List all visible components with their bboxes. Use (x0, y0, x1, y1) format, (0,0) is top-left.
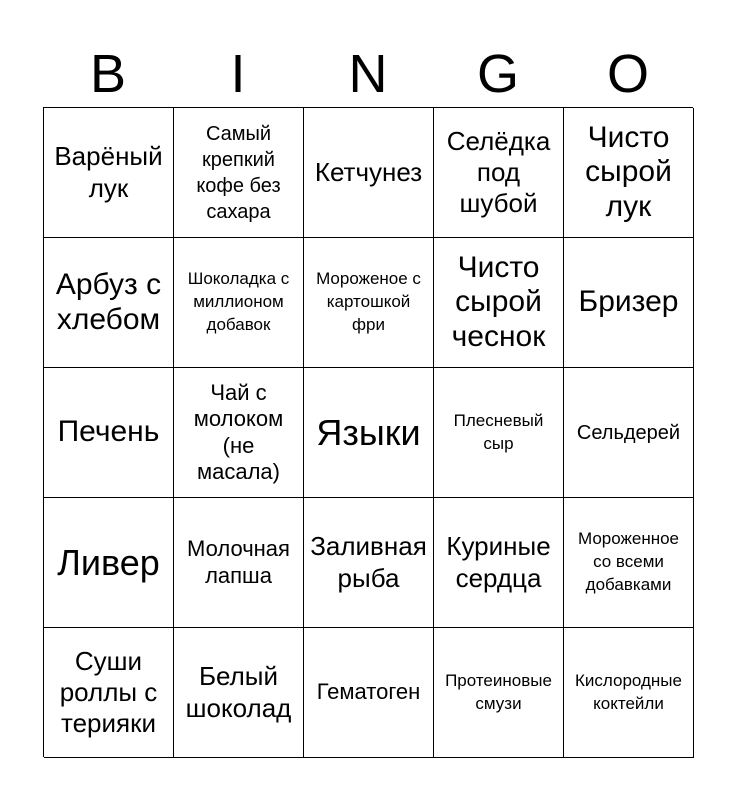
header-letter-i: I (230, 44, 246, 104)
bingo-cell[interactable]: Мороженное со всеми добавками (564, 498, 694, 628)
bingo-cell[interactable]: Варёный лук (44, 108, 174, 238)
header-letter-o: O (606, 44, 649, 104)
header-letter-b: B (89, 44, 127, 104)
bingo-cell[interactable]: Гематоген (304, 628, 434, 758)
bingo-cell[interactable]: Бризер (564, 238, 694, 368)
bingo-cell[interactable]: Кетчунез (304, 108, 434, 238)
bingo-cell[interactable]: Суши роллы с терияки (44, 628, 174, 758)
bingo-cell[interactable]: Языки (304, 368, 434, 498)
bingo-cell[interactable]: Шоколадка с миллионом добавок (174, 238, 304, 368)
bingo-cell[interactable]: Селёдка под шубой (434, 108, 564, 238)
bingo-cell[interactable]: Плесневый сыр (434, 368, 564, 498)
bingo-cell[interactable]: Сельдерей (564, 368, 694, 498)
bingo-cell[interactable]: Самый крепкий кофе без сахара (174, 108, 304, 238)
header-letter-g: G (476, 44, 519, 104)
bingo-cell[interactable]: Чисто сырой лук (564, 108, 694, 238)
bingo-cell[interactable]: Мороженое с картошкой фри (304, 238, 434, 368)
bingo-cell[interactable]: Арбуз с хлебом (44, 238, 174, 368)
bingo-header (43, 40, 693, 108)
bingo-cell[interactable]: Куриные сердца (434, 498, 564, 628)
bingo-cell[interactable]: Ливер (44, 498, 174, 628)
bingo-board (43, 107, 693, 757)
bingo-cell[interactable]: Протеиновые смузи (434, 628, 564, 758)
bingo-cell[interactable]: Молочная лапша (174, 498, 304, 628)
bingo-cell[interactable]: Белый шоколад (174, 628, 304, 758)
bingo-cell[interactable]: Чай с молоком (не масала) (174, 368, 304, 498)
header-letter-n: N (348, 44, 388, 104)
bingo-cell[interactable]: Заливная рыба (304, 498, 434, 628)
bingo-cell[interactable]: Чисто сырой чеснок (434, 238, 564, 368)
bingo-cell[interactable]: Кислородные коктейли (564, 628, 694, 758)
bingo-cell[interactable]: Печень (44, 368, 174, 498)
